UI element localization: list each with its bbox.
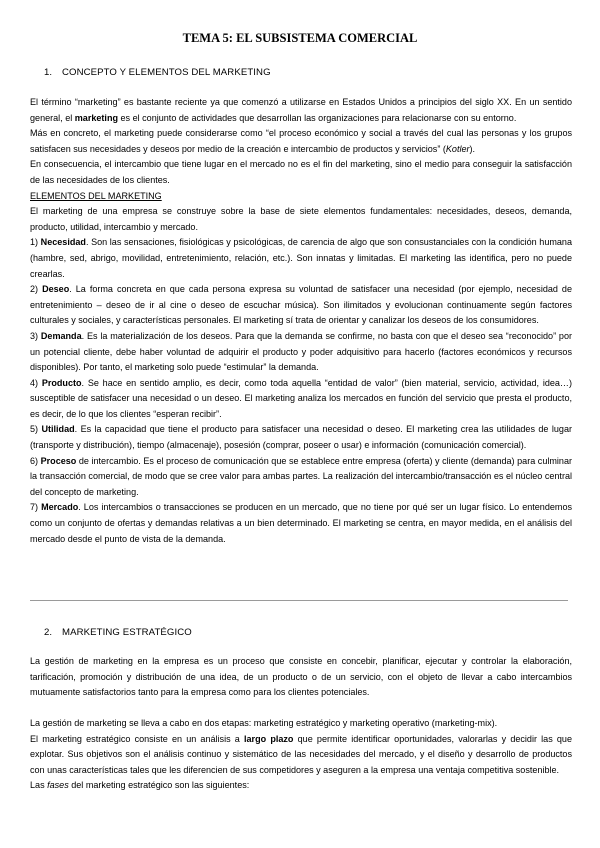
section-1-heading	[44, 67, 271, 78]
elements-intro: El marketing de una empresa se construye sobre la base de siete elementos fundamentales: necesidades, deseos, demanda, producto, utilidad, intercambio y mercado.	[30, 206, 572, 232]
section-2-number: 2.	[44, 627, 53, 638]
section-1-title: CONCEPTO Y ELEMENTOS DEL MARKETING	[62, 67, 271, 78]
section-2-heading	[44, 627, 192, 638]
section-2-title: MARKETING ESTRATÉGICO	[62, 627, 192, 638]
document-title: TEMA 5: EL SUBSISTEMA COMERCIAL	[182, 31, 418, 45]
element-item-utilidad: 5) Utilidad. Es la capacidad que tiene el producto para satisfacer una necesidad o deseo. El marketing crea las utilidades de lugar (transporte y distribución), tiempo (almacenaje), posesión (comprar, poseer o usar) e información (comunicación comercial).	[30, 424, 572, 451]
section-1-body	[30, 95, 572, 547]
paragraph-strategic: El marketing estratégico consiste en un análisis a largo plazo que permite identificar oportunidades, valorarlas y decidir las que explotar. Sus objetivos son el análisis continuo y sistemático de las necesidades del mercado, y el diseño y desarrollo de productos con unas características tales que les diferencien de sus competidores y aseguren a la empresa una ventaja competitiva sostenible.	[30, 733, 572, 775]
paragraph-phases: Las fases del marketing estratégico son las siguientes:	[30, 780, 250, 791]
paragraph-two-stages: La gestión de marketing se lleva a cabo en dos etapas: marketing estratégico y marketing operativo (marketing-mix).	[30, 718, 498, 728]
paragraph-marketing-management: La gestión de marketing en la empresa es un proceso que consiste en concebir, planificar, ejecutar y controlar la elaboración, tarificación, promoción y distribución de una idea, de un producto o de un servicio, con el objeto de llevar a cabo intercambios mutuamente satisfactorios tanto para la empresa como para los clientes potenciales.	[30, 656, 572, 698]
section-divider	[30, 600, 568, 601]
element-item-deseo: 2) Deseo. La forma concreta en que cada persona expresa su voluntad de satisfacer una necesidad (por ejemplo, necesidad de entretenimiento – deseo de ir al cine o deseo de escuchar música). Son ilimitados y evolucionan continuamente según factores culturales y sociales, y características personales. El marketing sí trata de orientar y canalizar los deseos de los consumidores.	[30, 284, 572, 326]
element-item-demanda: 3) Demanda. Es la materialización de los deseos. Para que la demanda se confirme, no basta con que el deseo sea “reconocido” por un potencial cliente, debe haber voluntad de adquirir el producto y poder adquisitivo para hacerlo (factores económicos y recursos disponibles). Por tanto, el marketing solo puede “estimular” la demanda.	[30, 330, 572, 373]
elements-subheading: ELEMENTOS DEL MARKETING	[30, 190, 162, 201]
element-item-producto: 4) Producto. Se hace en sentido amplio, es decir, como toda aquella “entidad de valor” (bien material, servicio, actividad, idea…) susceptible de satisfacer una necesidad o un deseo. El marketing analiza los mercados en función del servicio que presta el producto, es decir, de lo que los clientes “esperan recibir”.	[30, 377, 572, 419]
element-item-mercado: 7) Mercado. Los intercambios o transacciones se producen en un mercado, que no tiene por qué ser un lugar físico. Lo entendemos como un conjunto de ofertas y demandas relativas a un bien determinado. El marketing se centra, en mayor medida, en el análisis del mercado desde el punto de vista de la demanda.	[30, 502, 572, 544]
paragraph-definition: El término “marketing” es bastante reciente ya que comenzó a utilizarse en Estados Unidos a principios del siglo XX. En un sentido general, el marketing es el conjunto de actividades que desarrollan las organizaciones para relacionarse con su entorno.	[30, 97, 572, 123]
paragraph-kotler: Más en concreto, el marketing puede considerarse como “el proceso económico y social a través del cual las personas y los grupos satisfacen sus necesidades y deseos por medio de la creación e intercambio de productos y servicios” (Kotler).	[30, 128, 572, 154]
section-1-number: 1.	[44, 67, 53, 78]
element-item-proceso: 6) Proceso de intercambio. Es el proceso de comunicación que se establece entre empresa (oferta) y cliente (demanda) para culminar la transacción comercial, de modo que se cree valor para ambas partes. La realización del intercambio/transacción es el núcleo central del concepto de marketing.	[30, 455, 572, 497]
section-2-body-b	[30, 716, 572, 794]
element-item-necesidad: 1) Necesidad. Son las sensaciones, fisiológicas y psicológicas, de carencia de algo que son consustanciales con la condición humana (hambre, sed, abrigo, movilidad, entretenimiento, relación, etc.). Son innatas y limitadas. El marketing las identifica, pero no puede crearlas.	[30, 237, 572, 279]
section-2-body-a	[30, 654, 572, 701]
paragraph-consequence: En consecuencia, el intercambio que tiene lugar en el mercado no es el fin del marketing, sino el medio para conseguir la satisfacción de las necesidades de los clientes.	[30, 159, 572, 185]
